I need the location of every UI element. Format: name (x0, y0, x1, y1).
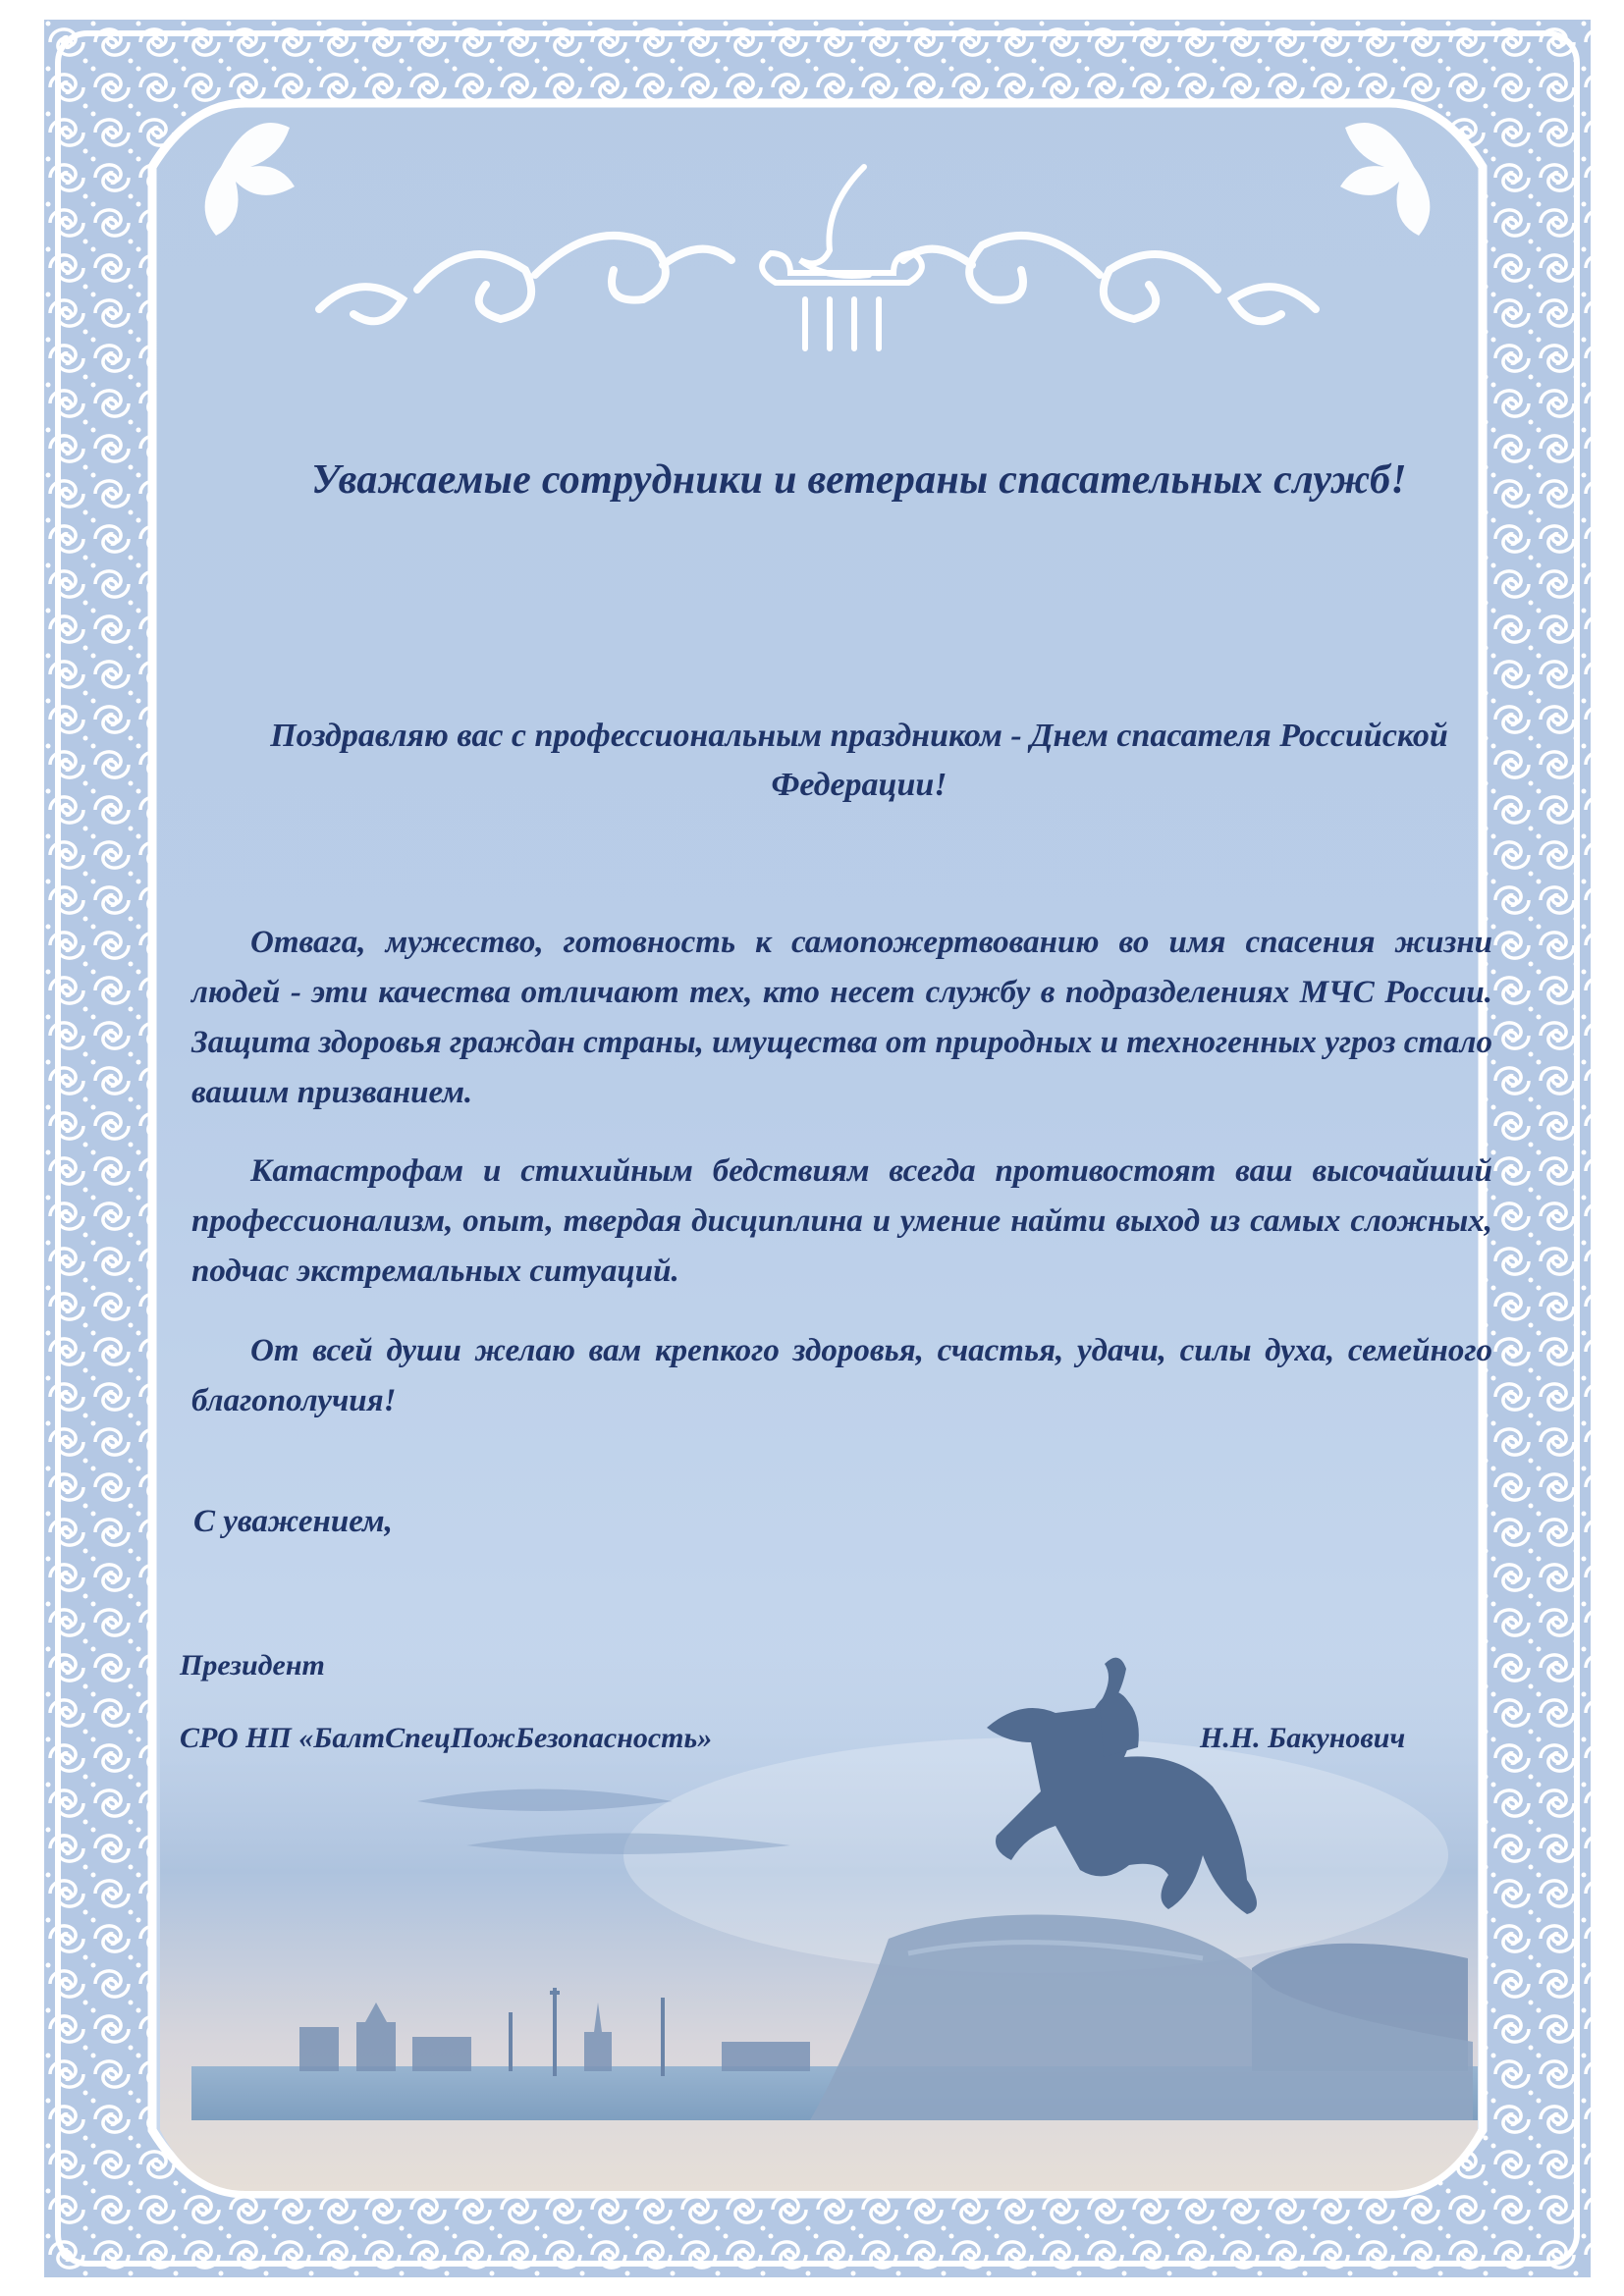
closing-line: С уважением, (193, 1504, 393, 1539)
greeting-card (44, 20, 1591, 2277)
body-paragraph-2: Катастрофам и стихийным бедствиям всегда противостоят ваш высочайший профессионализм, опыт, твердая дисциплина и умение найти выход из самых сложных, подчас экстремальных ситуаций. (191, 1153, 1492, 1289)
city-skyline-icon (160, 1610, 1478, 2191)
signer-organization: СРО НП «БалтСпецПожБезопасность» (180, 1722, 713, 1754)
body-paragraph-1: Отвага, мужество, готовность к самопожертвованию во имя спасения жизни людей - эти качества отличают тех, кто несет службу в подразделениях МЧС России. Защита здоровья граждан страны, имущества от природных и техногенных угроз стало вашим призванием. (191, 925, 1492, 1110)
body-paragraph-3: От всей души желаю вам крепкого здоровья, счастья, удачи, силы духа, семейного благополучия! (191, 1333, 1492, 1418)
congratulation-line: Поздравляю вас с профессиональным праздником - Днем спасателя Российской Федерации! (270, 718, 1448, 803)
signer-position: Президент (180, 1649, 325, 1682)
greeting-title: Уважаемые сотрудники и ветераны спасательных служб! (311, 457, 1407, 503)
signer-name: Н.Н. Бакунович (1200, 1722, 1406, 1754)
lighthouse-emblem-icon (762, 167, 922, 348)
